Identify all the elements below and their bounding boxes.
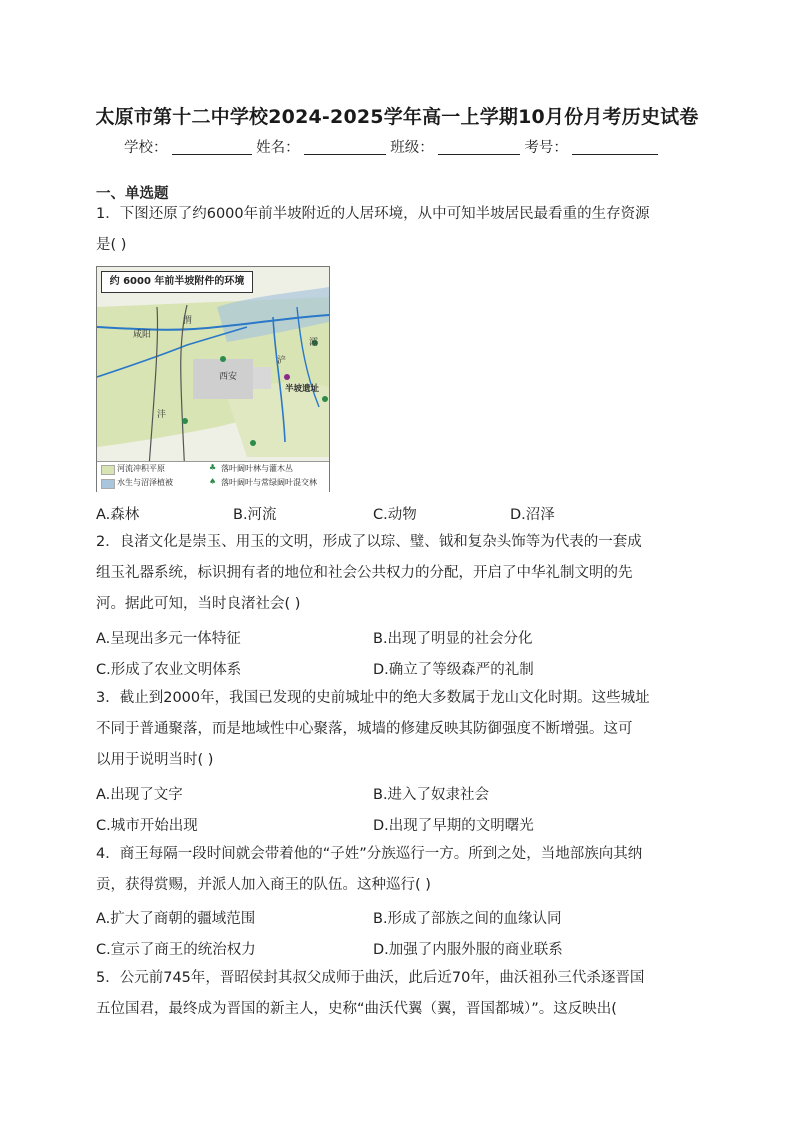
- name-blank[interactable]: [304, 138, 386, 155]
- q2-option-c[interactable]: C.形成了农业文明体系: [96, 662, 242, 678]
- map-label-wei: 渭: [183, 316, 193, 326]
- question-3: [96, 683, 696, 776]
- question-2-line-3: 河。据此可知，当时良渚社会( ): [96, 596, 301, 612]
- class-label: 班级：: [390, 140, 434, 156]
- map-title: 约 6000 年前半坡附件的环境: [101, 271, 253, 293]
- question-5-line-2: 五位国君，最终成为晋国的新主人，史称“曲沃代翼（翼，晋国都城）”。这反映出(: [96, 1001, 617, 1017]
- question-3-line-3: 以用于说明当时( ): [96, 752, 214, 768]
- question-4-line-1: 4．商王每隔一段时间就会带着他的“子姓”分族巡行一方。所到之处，当地部族向其纳: [96, 846, 643, 862]
- map-label-chan: 浐: [277, 356, 287, 366]
- map-label-xian: 西安: [219, 372, 238, 382]
- q1-option-b[interactable]: B.河流: [233, 507, 277, 523]
- banpo-environment-map: [96, 266, 330, 492]
- map-label-banpo-site: 半坡遗址: [285, 384, 320, 394]
- exam-number-label: 考号：: [524, 140, 568, 156]
- class-blank[interactable]: [438, 138, 520, 155]
- question-5-line-1: 5．公元前745年，晋昭侯封其叔父成师于曲沃，此后近70年，曲沃祖孙三代杀逐晋国: [96, 970, 645, 986]
- map-label-xianyang: 咸阳: [133, 330, 152, 340]
- banpo-site-marker: [284, 374, 290, 380]
- q1-option-a[interactable]: A.森林: [96, 507, 140, 523]
- map-label-ba: 灞: [309, 338, 319, 348]
- q3-option-a[interactable]: A.出现了文字: [96, 787, 183, 803]
- question-4-line-2: 贡，获得赏赐，并派人加入商王的队伍。这种巡行( ): [96, 877, 431, 893]
- school-label: 学校：: [124, 140, 168, 156]
- map-svg: [97, 267, 329, 491]
- section-title: 一、单选题: [96, 186, 169, 202]
- q2-option-b[interactable]: B.出现了明显的社会分化: [373, 631, 533, 647]
- question-1-line-1: 1．下图还原了约6000年前半坡附近的人居环境，从中可知半坡居民最看重的生存资源: [96, 206, 650, 222]
- map-label-feng: 沣: [157, 410, 167, 420]
- exam-number-blank[interactable]: [572, 138, 658, 155]
- q3-option-d[interactable]: D.出现了早期的文明曙光: [373, 818, 534, 834]
- question-5: [96, 963, 696, 1025]
- question-1-line-2: 是( ): [96, 237, 127, 253]
- question-3-line-2: 不同于普通聚落，而是地域性中心聚落，城墙的修建反映其防御强度不断增强。这可: [96, 721, 633, 737]
- q4-option-d[interactable]: D.加强了内服外服的商业联系: [373, 942, 563, 958]
- legend-mixed: 落叶阔叶与常绿阔叶混交林: [221, 478, 317, 487]
- student-info-row: [124, 136, 658, 157]
- exam-title: 太原市第十二中学校2024-2025学年高一上学期10月份月考历史试卷: [95, 106, 699, 128]
- name-label: 姓名：: [256, 140, 300, 156]
- question-2-line-1: 2．良渚文化是崇玉、用玉的文明，形成了以琮、璧、钺和复杂头饰等为代表的一套成: [96, 534, 642, 550]
- q1-option-d[interactable]: D.沼泽: [510, 507, 555, 523]
- question-2-line-2: 组玉礼器系统，标识拥有者的地位和社会公共权力的分配，开启了中华礼制文明的先: [96, 565, 633, 581]
- q1-option-c[interactable]: C.动物: [373, 507, 417, 523]
- q3-option-c[interactable]: C.城市开始出现: [96, 818, 198, 834]
- q2-option-d[interactable]: D.确立了等级森严的礼制: [373, 662, 534, 678]
- q2-option-a[interactable]: A.呈现出多元一体特征: [96, 631, 241, 647]
- school-blank[interactable]: [172, 138, 252, 155]
- q4-option-b[interactable]: B.形成了部族之间的血缘认同: [373, 911, 562, 927]
- q4-option-a[interactable]: A.扩大了商朝的疆域范围: [96, 911, 256, 927]
- legend-mixed-tree-icon: ♠: [209, 477, 217, 486]
- q3-option-b[interactable]: B.进入了奴隶社会: [373, 787, 490, 803]
- question-3-line-1: 3．截止到2000年，我国已发现的史前城址中的绝大多数属于龙山文化时期。这些城址: [96, 690, 650, 706]
- map-legend: [97, 461, 329, 492]
- legend-water: 水生与沼泽植被: [117, 478, 173, 487]
- legend-swatch-plain: [101, 465, 115, 475]
- legend-deciduous: 落叶阔叶林与灌木丛: [221, 464, 293, 473]
- question-1: [96, 199, 696, 261]
- question-2: [96, 527, 696, 620]
- legend-plain: 河流冲积平原: [117, 464, 165, 473]
- legend-swatch-water: [101, 479, 115, 489]
- legend-tree-icon: ♣: [209, 463, 217, 472]
- q4-option-c[interactable]: C.宣示了商王的统治权力: [96, 942, 256, 958]
- question-4: [96, 839, 696, 901]
